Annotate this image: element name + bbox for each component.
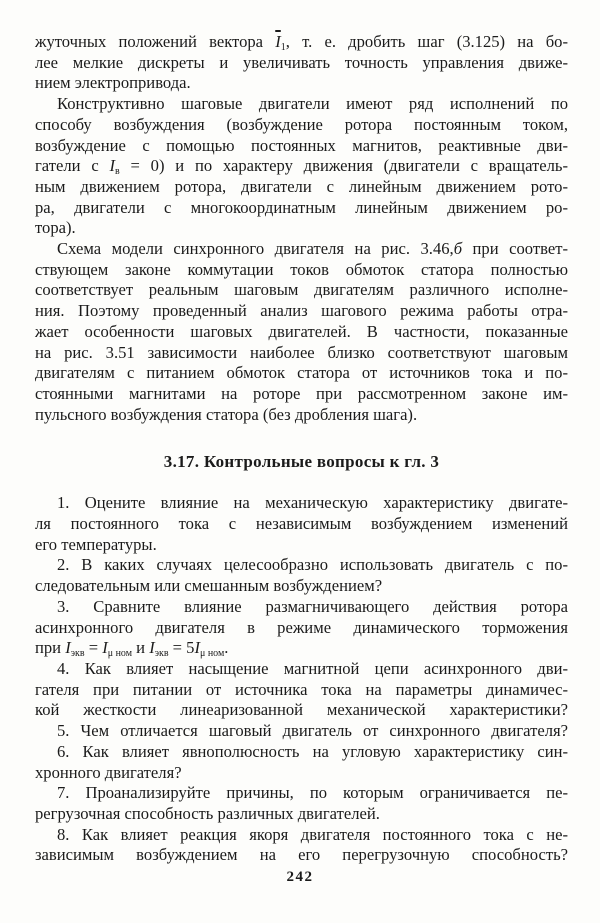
text-line bbox=[35, 845, 568, 866]
text-line bbox=[35, 322, 568, 343]
text-segment: = bbox=[84, 638, 103, 658]
text-segment: = 0) и по характеру движения (двигатели с вращатель- bbox=[119, 156, 568, 176]
question-item-6 bbox=[35, 742, 568, 783]
text-segment: ствующем законе коммутации токов обмоток статора полностью bbox=[35, 259, 568, 279]
question-item-7 bbox=[35, 783, 568, 824]
text-segment: и bbox=[132, 638, 150, 658]
text-line bbox=[35, 405, 568, 426]
question-item-4 bbox=[35, 659, 568, 721]
text-segment: следовательным или смешанным возбуждением? bbox=[35, 576, 383, 596]
paragraph-stepper-constructions bbox=[35, 94, 568, 239]
math-sub: 1 bbox=[280, 42, 286, 54]
question-item-5 bbox=[35, 721, 568, 742]
text-segment: Конструктивно шаговые двигатели имеют ряд исполнений по bbox=[57, 94, 568, 114]
text-segment: стоянными магнитами на роторе при рассмотренном законе им- bbox=[35, 383, 568, 403]
text-segment: асинхронного двигателя в режиме динамического торможения bbox=[35, 617, 568, 637]
text-segment: при соответ- bbox=[462, 239, 568, 259]
text-segment: = 5 bbox=[168, 638, 195, 658]
question-item-2 bbox=[35, 555, 568, 596]
text-segment: зависимым возбуждением на его перегрузочную способность? bbox=[35, 845, 568, 865]
question-item-1 bbox=[35, 493, 568, 555]
math-sub: μ ном bbox=[200, 648, 225, 660]
text-segment: , т. е. дробить шаг (3.125) на бо- bbox=[285, 32, 568, 51]
text-line bbox=[35, 94, 568, 115]
text-line bbox=[35, 680, 568, 701]
math-var: I bbox=[194, 638, 201, 658]
text-segment: ным движением ротора, двигатели с линейным движением рото- bbox=[35, 176, 568, 196]
text-line bbox=[35, 239, 568, 260]
text-segment: двигателям с питанием обмоток статора от источников тока и по- bbox=[35, 363, 568, 383]
text-segment: ния. Поэтому проведенный анализ шагового режима работы отра- bbox=[35, 301, 568, 321]
text-segment: гателя при питании от источника тока на параметры динамичес- bbox=[35, 679, 568, 699]
math-var: I bbox=[65, 638, 71, 658]
text-line bbox=[35, 115, 568, 136]
text-segment: кой жесткости линеаризованной механической характеристики? bbox=[35, 700, 568, 720]
question-item-8 bbox=[35, 825, 568, 866]
math-sub: экв bbox=[154, 648, 169, 660]
text-segment: ля постоянного тока с независимым возбуждением изменений bbox=[35, 514, 568, 534]
text-column bbox=[35, 32, 568, 866]
text-segment: 7. Проанализируйте причины, по которым ограничивается пе- bbox=[57, 783, 568, 803]
text-line bbox=[35, 73, 568, 94]
text-segment: его температуры. bbox=[35, 534, 157, 554]
text-segment: возбуждение с помощью постоянных магнитов, реактивные дви- bbox=[35, 135, 568, 155]
text-segment: 3. Сравните влияние размагничивающего действия ротора bbox=[57, 596, 568, 616]
text-segment: 8. Как влияет реакция якоря двигателя постоянного тока с не- bbox=[57, 824, 568, 844]
question-item-3 bbox=[35, 597, 568, 659]
text-line bbox=[35, 825, 568, 846]
math-sub: экв bbox=[70, 648, 85, 660]
text-segment: лее мелкие дискреты и увеличивать точность управления движе- bbox=[35, 52, 568, 72]
text-segment: гатели с bbox=[35, 156, 110, 176]
text-segment: на рис. 3.51 зависимости наиболее близко соответствуют шаговым bbox=[35, 342, 568, 362]
text-segment: 2. В каких случаях целесообразно использовать двигатель с по- bbox=[57, 555, 568, 575]
text-line bbox=[35, 618, 568, 639]
text-segment: . bbox=[224, 638, 229, 658]
text-line bbox=[35, 742, 568, 763]
math-var-bar: $\overline{I}$ bbox=[275, 32, 281, 51]
text-line bbox=[35, 659, 568, 680]
text-line bbox=[35, 32, 568, 53]
text-segment: при bbox=[35, 638, 66, 658]
text-segment: нием электропривода. bbox=[35, 73, 191, 93]
math-var: I bbox=[102, 638, 108, 658]
text-line bbox=[35, 493, 568, 514]
text-segment: соответствует реальным шаговым двигателям различного исполне- bbox=[35, 280, 568, 300]
text-segment: Схема модели синхронного двигателя на рис. 3.46, bbox=[57, 239, 454, 259]
page-number: 242 bbox=[286, 869, 314, 885]
text-line bbox=[35, 721, 568, 742]
text-segment: жает особенности шаговых двигателей. В частности, показанные bbox=[35, 321, 568, 341]
text-line bbox=[35, 763, 568, 784]
math-var: б bbox=[453, 239, 463, 259]
text-line bbox=[35, 700, 568, 721]
text-line bbox=[35, 280, 568, 301]
text-line bbox=[35, 136, 568, 157]
text-segment: 4. Как влияет насыщение магнитной цепи асинхронного дви- bbox=[57, 658, 568, 678]
text-segment: пульсного возбуждения статора (без дробления шага). bbox=[35, 404, 418, 424]
text-line bbox=[35, 218, 568, 239]
text-line bbox=[35, 535, 568, 556]
paragraph-synchronous-model bbox=[35, 239, 568, 425]
text-segment: 6. Как влияет явнополюсность на угловую характеристику син- bbox=[57, 741, 568, 761]
paragraph-step-fraction bbox=[35, 32, 568, 94]
text-segment: хронного двигателя? bbox=[35, 762, 182, 782]
text-line bbox=[35, 384, 568, 405]
text-line bbox=[35, 783, 568, 804]
text-line bbox=[35, 301, 568, 322]
text-line bbox=[35, 198, 568, 219]
math-sub: μ ном bbox=[107, 648, 132, 660]
text-line bbox=[35, 363, 568, 384]
questions-list bbox=[35, 493, 568, 866]
text-segment: ра, двигатели с многокоординатным линейным движением ро- bbox=[35, 197, 568, 217]
text-line bbox=[35, 177, 568, 198]
text-line bbox=[35, 597, 568, 618]
text-segment: регрузочная способность различных двигателей. bbox=[35, 803, 380, 823]
math-var: I bbox=[149, 638, 155, 658]
text-line bbox=[35, 638, 568, 659]
math-var: I bbox=[109, 156, 116, 176]
text-line bbox=[35, 156, 568, 177]
text-segment: 5. Чем отличается шаговый двигатель от синхронного двигателя? bbox=[57, 721, 568, 741]
text-line bbox=[35, 343, 568, 364]
text-line bbox=[35, 260, 568, 281]
math-sub: в bbox=[115, 166, 120, 178]
text-segment: жуточных положений вектора bbox=[35, 32, 276, 51]
text-line bbox=[35, 555, 568, 576]
text-line bbox=[35, 576, 568, 597]
text-segment: 1. Оцените влияние на механическую характеристику двигате- bbox=[57, 493, 568, 513]
text-segment: способу возбуждения (возбуждение ротора постоянным током, bbox=[35, 114, 568, 134]
text-line bbox=[35, 804, 568, 825]
text-line bbox=[35, 514, 568, 535]
text-line bbox=[35, 53, 568, 74]
text-segment: тора). bbox=[35, 218, 76, 238]
section-heading: 3.17. Контрольные вопросы к гл. 3 bbox=[163, 452, 440, 472]
